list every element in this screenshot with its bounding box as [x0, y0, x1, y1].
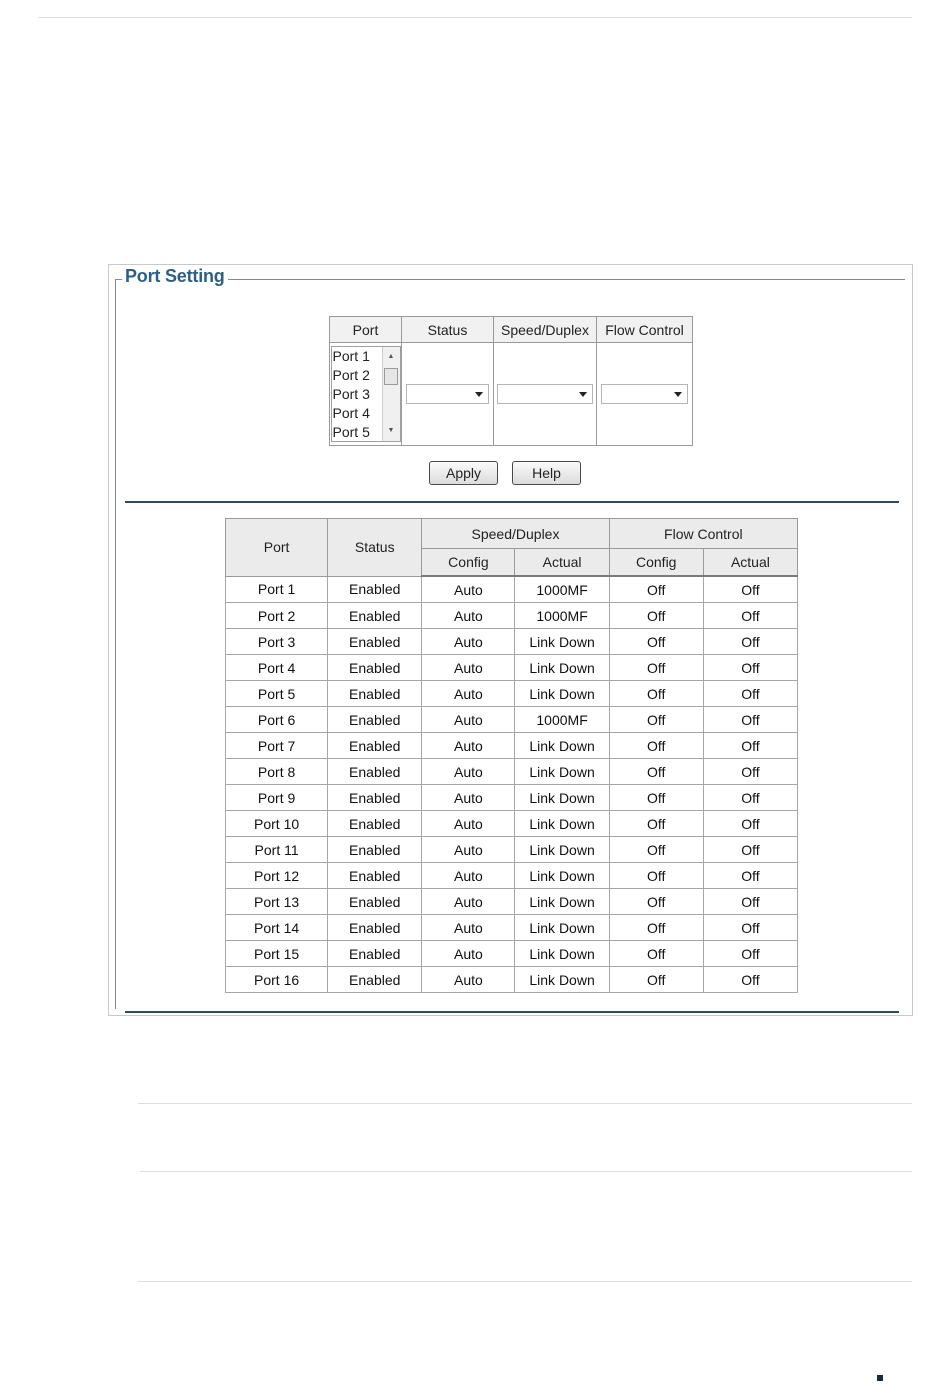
cell-speed-config: Auto — [422, 733, 515, 759]
cell-flow-actual: Off — [703, 629, 797, 655]
apply-button[interactable]: Apply — [429, 461, 498, 485]
cell-speed-actual: Link Down — [515, 681, 609, 707]
cell-port: Port 7 — [226, 733, 328, 759]
cell-status: Enabled — [328, 629, 422, 655]
cell-flow-actual: Off — [703, 785, 797, 811]
cell-status: Enabled — [328, 941, 422, 967]
cell-status: Enabled — [328, 967, 422, 993]
cell-flow-actual: Off — [703, 655, 797, 681]
cell-flow-actual: Off — [703, 863, 797, 889]
table-row — [226, 681, 798, 707]
cell-flow-actual: Off — [703, 941, 797, 967]
section-divider — [125, 501, 899, 503]
cell-speed-config: Auto — [422, 837, 515, 863]
cell-speed-config: Auto — [422, 655, 515, 681]
cell-status: Enabled — [328, 707, 422, 733]
cell-speed-actual: 1000MF — [515, 707, 609, 733]
cell-speed-actual: Link Down — [515, 863, 609, 889]
cell-flow-actual: Off — [703, 967, 797, 993]
cell-speed-config: Auto — [422, 707, 515, 733]
scroll-up-icon[interactable]: ▲ — [387, 353, 395, 360]
status-select[interactable] — [406, 384, 489, 404]
cell-flow-actual: Off — [703, 889, 797, 915]
port-option[interactable]: Port 3 — [332, 386, 370, 402]
cell-port: Port 12 — [226, 863, 328, 889]
cell-flow-config: Off — [609, 785, 703, 811]
table-row — [226, 707, 798, 733]
header-flow-actual: Actual — [703, 549, 797, 577]
config-header-speed-duplex: Speed/Duplex — [494, 317, 597, 343]
cell-flow-config: Off — [609, 576, 703, 603]
cell-flow-config: Off — [609, 681, 703, 707]
cell-flow-config: Off — [609, 707, 703, 733]
cell-status: Enabled — [328, 603, 422, 629]
chevron-down-icon — [579, 392, 587, 397]
cell-flow-config: Off — [609, 629, 703, 655]
speed-duplex-select[interactable] — [497, 384, 593, 404]
config-header-flow-control: Flow Control — [597, 317, 693, 343]
status-select-cell — [402, 343, 494, 446]
fieldset-border-top — [115, 279, 905, 280]
cell-flow-config: Off — [609, 915, 703, 941]
table-row — [226, 941, 798, 967]
cell-status: Enabled — [328, 889, 422, 915]
header-port: Port — [226, 519, 328, 577]
cell-port: Port 9 — [226, 785, 328, 811]
cell-speed-config: Auto — [422, 603, 515, 629]
cell-speed-config: Auto — [422, 863, 515, 889]
cell-flow-config: Off — [609, 863, 703, 889]
table-row — [226, 759, 798, 785]
port-list-scrollbar[interactable] — [382, 347, 400, 441]
cell-status: Enabled — [328, 759, 422, 785]
cell-flow-actual: Off — [703, 707, 797, 733]
table-row — [226, 603, 798, 629]
cell-speed-actual: Link Down — [515, 811, 609, 837]
table-row — [226, 889, 798, 915]
header-flow-config: Config — [609, 549, 703, 577]
fieldset-border-left — [115, 279, 116, 1009]
header-status: Status — [328, 519, 422, 577]
port-option[interactable]: Port 4 — [332, 405, 370, 421]
config-header-port: Port — [330, 317, 402, 343]
port-config-table — [329, 316, 693, 446]
cell-status: Enabled — [328, 863, 422, 889]
cell-speed-config: Auto — [422, 967, 515, 993]
cell-speed-actual: Link Down — [515, 655, 609, 681]
page-divider — [140, 1171, 912, 1172]
cell-flow-actual: Off — [703, 811, 797, 837]
cell-speed-config: Auto — [422, 759, 515, 785]
cell-port: Port 3 — [226, 629, 328, 655]
cell-speed-actual: 1000MF — [515, 576, 609, 603]
page-divider — [138, 1103, 912, 1104]
cell-speed-config: Auto — [422, 681, 515, 707]
port-option[interactable]: Port 2 — [332, 367, 370, 383]
cell-speed-config: Auto — [422, 576, 515, 603]
scroll-down-icon[interactable]: ▼ — [387, 427, 395, 434]
cell-status: Enabled — [328, 655, 422, 681]
cell-speed-config: Auto — [422, 889, 515, 915]
chevron-down-icon — [674, 392, 682, 397]
cell-flow-config: Off — [609, 603, 703, 629]
chevron-down-icon — [475, 392, 483, 397]
speed-duplex-select-cell — [494, 343, 597, 446]
cell-flow-actual: Off — [703, 837, 797, 863]
cell-flow-actual: Off — [703, 759, 797, 785]
cell-status: Enabled — [328, 681, 422, 707]
cell-speed-actual: Link Down — [515, 629, 609, 655]
table-row — [226, 837, 798, 863]
cell-speed-config: Auto — [422, 811, 515, 837]
cell-speed-config: Auto — [422, 785, 515, 811]
cell-flow-config: Off — [609, 889, 703, 915]
table-row — [226, 655, 798, 681]
cell-flow-config: Off — [609, 811, 703, 837]
page-top-divider — [38, 17, 912, 18]
cell-port: Port 1 — [226, 576, 328, 603]
cell-flow-actual: Off — [703, 681, 797, 707]
cell-port: Port 6 — [226, 707, 328, 733]
page-marker — [877, 1375, 883, 1381]
cell-port: Port 5 — [226, 681, 328, 707]
page-divider — [138, 1281, 912, 1282]
header-flow-control: Flow Control — [609, 519, 797, 549]
table-row — [226, 629, 798, 655]
cell-port: Port 15 — [226, 941, 328, 967]
cell-speed-actual: Link Down — [515, 837, 609, 863]
table-row — [226, 785, 798, 811]
port-multiselect-list[interactable] — [331, 346, 401, 442]
cell-speed-actual: Link Down — [515, 759, 609, 785]
cell-flow-actual: Off — [703, 733, 797, 759]
cell-flow-config: Off — [609, 941, 703, 967]
port-setting-panel — [108, 264, 913, 1016]
port-select-cell — [330, 343, 402, 446]
table-row — [226, 967, 798, 993]
port-option[interactable]: Port 5 — [332, 424, 370, 440]
cell-status: Enabled — [328, 837, 422, 863]
cell-port: Port 2 — [226, 603, 328, 629]
cell-status: Enabled — [328, 733, 422, 759]
table-row — [226, 733, 798, 759]
cell-flow-actual: Off — [703, 576, 797, 603]
cell-speed-config: Auto — [422, 941, 515, 967]
cell-status: Enabled — [328, 785, 422, 811]
header-speed-duplex: Speed/Duplex — [422, 519, 609, 549]
flow-control-select[interactable] — [601, 384, 688, 404]
table-row — [226, 811, 798, 837]
cell-speed-config: Auto — [422, 629, 515, 655]
cell-flow-actual: Off — [703, 603, 797, 629]
cell-flow-config: Off — [609, 655, 703, 681]
header-speed-config: Config — [422, 549, 515, 577]
cell-port: Port 10 — [226, 811, 328, 837]
cell-speed-actual: Link Down — [515, 915, 609, 941]
cell-status: Enabled — [328, 576, 422, 603]
cell-speed-config: Auto — [422, 915, 515, 941]
table-row — [226, 863, 798, 889]
cell-flow-config: Off — [609, 967, 703, 993]
cell-port: Port 13 — [226, 889, 328, 915]
cell-port: Port 11 — [226, 837, 328, 863]
cell-flow-config: Off — [609, 733, 703, 759]
cell-speed-actual: Link Down — [515, 967, 609, 993]
port-option[interactable]: Port 1 — [332, 348, 370, 364]
cell-speed-actual: Link Down — [515, 941, 609, 967]
flow-control-select-cell — [597, 343, 693, 446]
header-speed-actual: Actual — [515, 549, 609, 577]
table-row — [226, 915, 798, 941]
table-row — [226, 576, 798, 603]
cell-port: Port 4 — [226, 655, 328, 681]
cell-port: Port 16 — [226, 967, 328, 993]
scrollbar-thumb[interactable] — [384, 368, 398, 385]
cell-flow-config: Off — [609, 759, 703, 785]
section-divider-bottom — [125, 1011, 899, 1013]
cell-speed-actual: Link Down — [515, 785, 609, 811]
cell-speed-actual: Link Down — [515, 889, 609, 915]
cell-port: Port 14 — [226, 915, 328, 941]
cell-speed-actual: 1000MF — [515, 603, 609, 629]
cell-flow-config: Off — [609, 837, 703, 863]
cell-port: Port 8 — [226, 759, 328, 785]
cell-flow-actual: Off — [703, 915, 797, 941]
help-button[interactable]: Help — [512, 461, 581, 485]
cell-speed-actual: Link Down — [515, 733, 609, 759]
config-header-status: Status — [402, 317, 494, 343]
cell-status: Enabled — [328, 915, 422, 941]
panel-title: Port Setting — [122, 266, 228, 287]
port-status-table — [225, 518, 798, 993]
cell-status: Enabled — [328, 811, 422, 837]
